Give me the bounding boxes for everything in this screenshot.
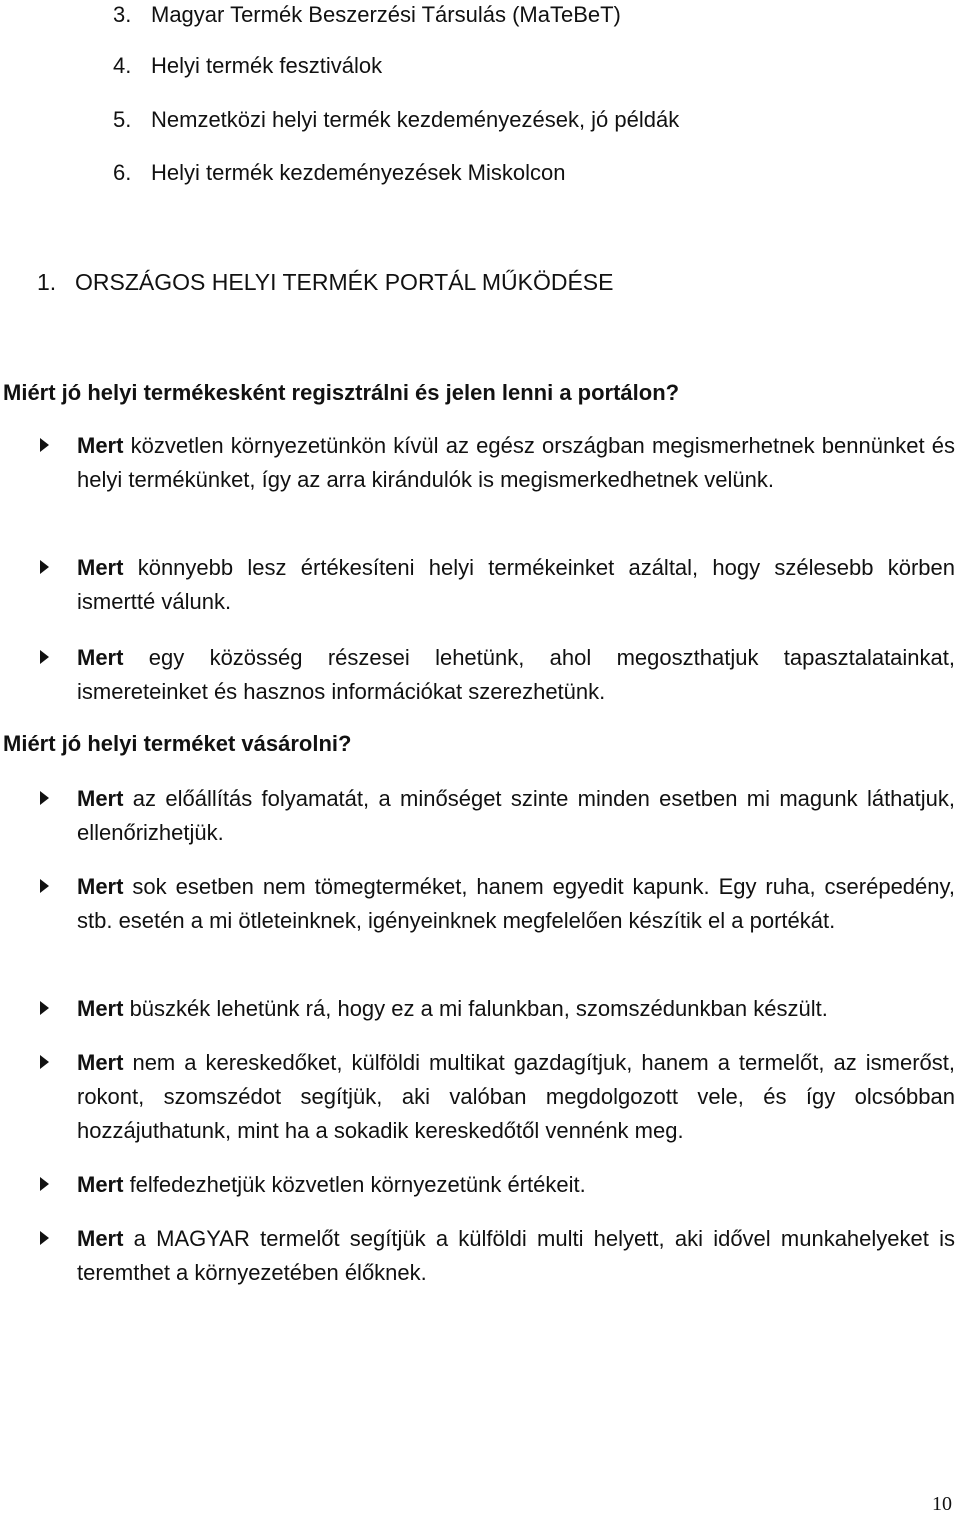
bullet-lead: Mert: [77, 1172, 124, 1197]
bullet-text: [77, 992, 955, 1026]
triangle-bullet-icon: [40, 1231, 49, 1245]
bullet-body: büszkék lehetünk rá, hogy ez a mi falunkban, szomszédunkban készült.: [123, 996, 828, 1021]
toc-item: [113, 105, 679, 135]
triangle-bullet-icon: [40, 1177, 49, 1191]
bullet-text: [77, 782, 955, 850]
question-heading: Miért jó helyi terméket vásárolni?: [3, 731, 352, 756]
bullet-lead: Mert: [77, 996, 124, 1021]
toc-item-number: 3.: [113, 2, 132, 27]
bullet-body: könnyebb lesz értékesíteni helyi termékeinket azáltal, hogy szélesebb körben ismertté válunk.: [77, 555, 955, 614]
bullet-lead: Mert: [77, 555, 124, 580]
triangle-bullet-icon: [40, 560, 49, 574]
bullet-lead: Mert: [77, 433, 124, 458]
triangle-bullet-icon: [40, 791, 49, 805]
section-title: ORSZÁGOS HELYI TERMÉK PORTÁL MŰKÖDÉSE: [75, 269, 614, 295]
section-number: 1.: [37, 269, 57, 295]
bullet-body: egy közösség részesei lehetünk, ahol megoszthatjuk tapasztalatainkat, ismereteinket és hasznos információkat szerezhetünk.: [77, 645, 955, 704]
toc-item-number: 5.: [113, 107, 132, 132]
bullet-body: a MAGYAR termelőt segítjük a külföldi multi helyett, aki idővel munkahelyeket is teremthet a környezetében élőknek.: [77, 1226, 955, 1285]
toc-item-number: 4.: [113, 53, 132, 78]
bullet-text: [77, 641, 955, 709]
bullet-text: [77, 429, 955, 497]
toc-item-label: Nemzetközi helyi termék kezdeményezések, jó példák: [151, 107, 680, 132]
triangle-bullet-icon: [40, 879, 49, 893]
bullet-text: [77, 1168, 955, 1202]
bullet-text: [77, 1046, 955, 1148]
toc-item-label: Magyar Termék Beszerzési Társulás (MaTeBeT): [151, 2, 621, 27]
toc-item-label: Helyi termék kezdeményezések Miskolcon: [151, 160, 566, 185]
toc-item: [113, 51, 382, 81]
bullet-lead: Mert: [77, 1226, 124, 1251]
toc-item-label: Helyi termék fesztiválok: [151, 53, 383, 78]
toc-item: [113, 0, 621, 30]
bullet-body: nem a kereskedőket, külföldi multikat gazdagítjuk, hanem a termelőt, az ismerőst, rokont, szomszédot segítjük, aki valóban megdolgozott vele, és így olcsóbban hozzájuthatunk, mint ha a sokadik kereskedőtől vennénk meg.: [77, 1050, 955, 1143]
bullet-body: közvetlen környezetünkön kívül az egész országban megismerhetnek bennünket és helyi termékünket, így az arra kirándulók is megismerkedhetnek velünk.: [77, 433, 955, 492]
triangle-bullet-icon: [40, 438, 49, 452]
bullet-lead: Mert: [77, 645, 124, 670]
question-heading: Miért jó helyi termékesként regisztrálni és jelen lenni a portálon?: [3, 380, 680, 405]
triangle-bullet-icon: [40, 1001, 49, 1015]
bullet-text: [77, 870, 955, 938]
page-number: 10: [932, 1493, 952, 1515]
bullet-body: az előállítás folyamatát, a minőséget szinte minden esetben mi magunk láthatjuk, ellenőrizhetjük.: [77, 786, 955, 845]
bullet-text: [77, 1222, 955, 1290]
bullet-lead: Mert: [77, 1050, 124, 1075]
bullet-lead: Mert: [77, 874, 124, 899]
triangle-bullet-icon: [40, 1055, 49, 1069]
triangle-bullet-icon: [40, 650, 49, 664]
bullet-body: sok esetben nem tömegterméket, hanem egyedit kapunk. Egy ruha, cserépedény, stb. esetén a mi ötleteinknek, igényeinknek megfelelően készítik el a portékát.: [77, 874, 955, 933]
bullet-body: felfedezhetjük közvetlen környezetünk értékeit.: [123, 1172, 586, 1197]
bullet-lead: Mert: [77, 786, 124, 811]
bullet-text: [77, 551, 955, 619]
toc-item-number: 6.: [113, 160, 132, 185]
toc-item: [113, 158, 566, 188]
section-heading: [37, 266, 614, 298]
